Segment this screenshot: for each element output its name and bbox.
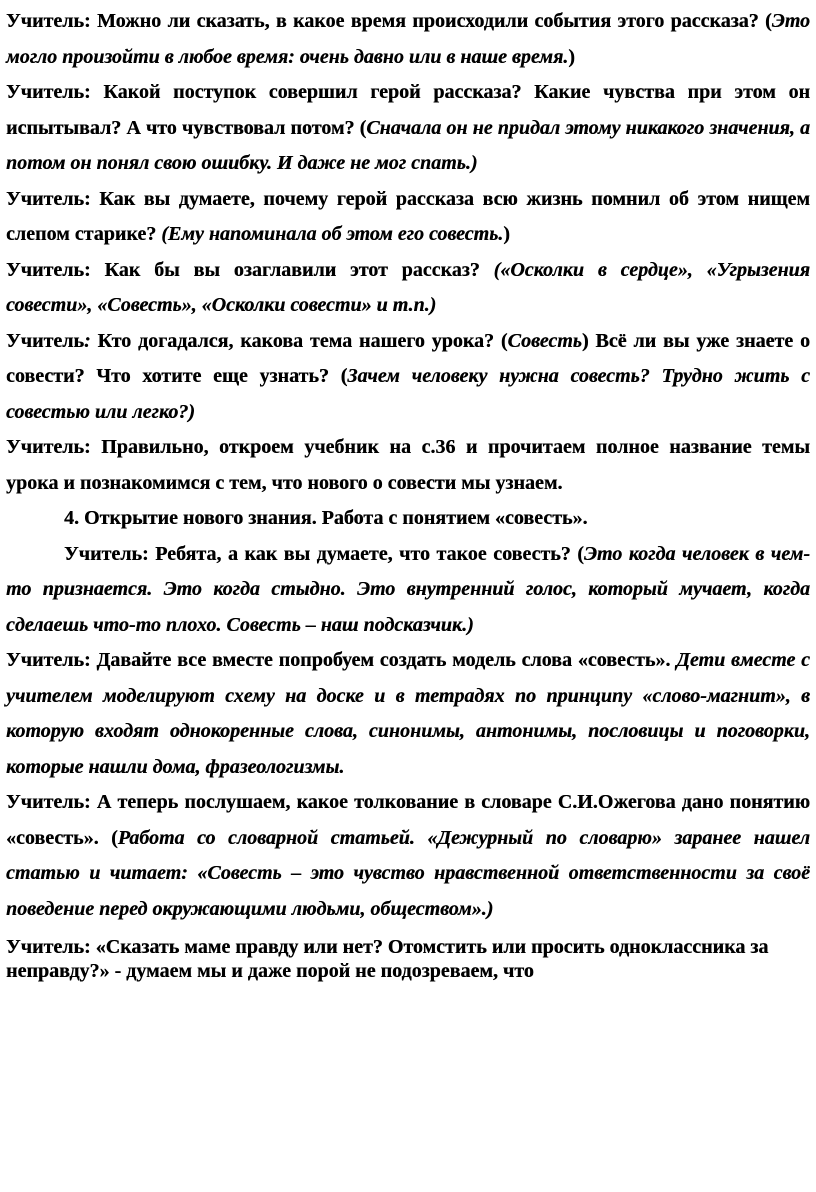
teacher-question: Как вы думаете, почему герой рассказа всю жизнь помнил об этом нищем слепом старике? [6,187,810,245]
student-answer: (Ему напоминала об этом его совесть. [161,223,504,245]
student-answer: Это когда человек в чем-то признается. Это когда стыдно. Это внутренний голос, который мучает, когда сделаешь что-то плохо. Совесть – наш подсказчик.) [6,542,810,636]
paragraph-3 [6,182,810,253]
student-answer: Совесть [507,329,582,352]
activity-description: Дети вместе с учителем моделируют схему на доске и в тетрадях по принципу «слово-магнит», в которую входят однокоренные слова, синонимы, антонимы, пословицы и поговорки, которые нашли дома, фразеологизмы. [6,649,810,778]
student-answer: Это могло произойти в любое время: очень давно или в наше время. [6,10,810,68]
teacher-statement: «Сказать маме правду или нет? Отомстить или просить одноклассника за неправду?» - думаем мы и даже порой не подозреваем, что [6,936,769,982]
student-answer: («Осколки в сердце», «Угрызения совести», «Совесть», «Осколки совести» и т.п.) [6,258,810,316]
paragraph-9 [6,785,810,927]
teacher-question: Кто догадался, какова тема нашего урока? ( [90,329,508,352]
activity-description: Работа со словарной статьей. «Дежурный по словарю» заранее нашел статью и читает: «Совесть – это чувство нравственной ответственности за своё поведение перед окружающими людьми, обществом».) [6,826,810,920]
student-answer-2: Зачем человеку нужна совесть? Трудно жить с совестью или легко?) [6,365,811,423]
teacher-question: Можно ли сказать, в какое время происходили события этого рассказа? ( [90,10,772,32]
teacher-question: Как бы вы озаглавили этот рассказ? [90,258,494,281]
teacher-question-continued: ) Всё ли вы уже знаете о совести? Что хотите еще узнать? ( [6,329,811,387]
paragraph-4 [6,253,810,324]
speaker-label: Учитель: [6,258,91,281]
paragraph-8 [6,643,810,785]
speaker-colon: : [83,329,91,352]
section-heading: 4. Открытие нового знания. Работа с понятием «совесть». [64,507,588,529]
teacher-question: Какой поступок совершил герой рассказа? Какие чувства при этом он испытывал? А что чувствовал потом? ( [6,81,810,139]
teacher-statement: А теперь послушаем, какое толкование в словаре С.И.Ожегова дано понятию «совесть». ( [6,791,810,849]
closing-paren: ) [568,45,575,68]
speaker-label: Учитель [6,329,84,352]
teacher-question: Ребята, а как вы думаете, что такое совесть? ( [148,542,584,565]
closing-paren: ) [503,223,510,245]
speaker-label: Учитель: [6,791,91,813]
student-answer: Сначала он не придал этому никакого значения, а потом он понял свою ошибку. И даже не мог спать.) [6,116,810,174]
speaker-label: Учитель: [6,81,91,103]
speaker-label: Учитель: [64,542,149,565]
paragraph-2 [6,75,810,182]
teacher-statement: Правильно, откроем учебник на с.36 и прочитаем полное название темы урока и познакомимся с тем, что нового о совести мы узнаем. [6,436,810,494]
speaker-label: Учитель: [6,10,91,32]
paragraph-6 [6,430,810,501]
speaker-label: Учитель: [6,936,91,958]
speaker-label: Учитель: [6,187,91,210]
speaker-label: Учитель: [6,436,91,458]
speaker-label: Учитель: [6,649,91,671]
paragraph-1 [6,4,810,75]
paragraph-7 [6,537,810,644]
paragraph-5 [6,324,810,431]
teacher-statement: Давайте все вместе попробуем создать модель слова «совесть». [90,649,677,671]
paragraph-10 [6,935,810,983]
